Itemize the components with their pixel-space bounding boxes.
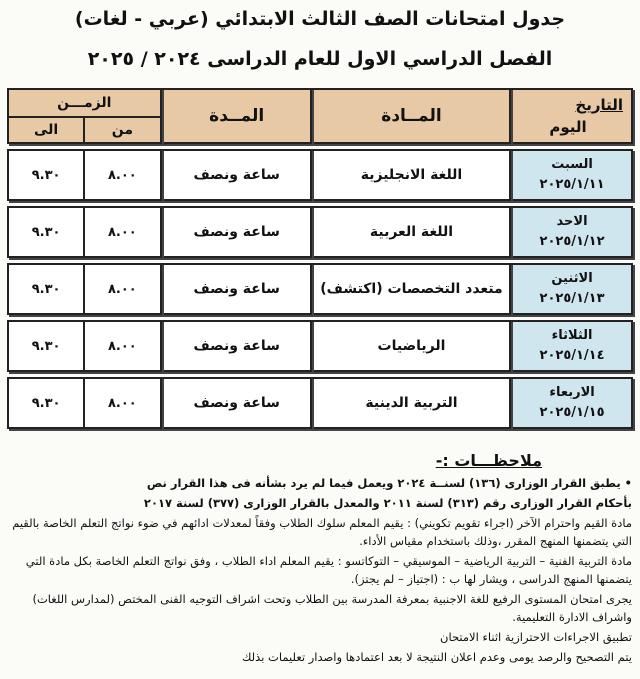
header-duration: المــدة bbox=[162, 88, 312, 144]
day-cell bbox=[511, 206, 633, 258]
day-cell bbox=[511, 320, 633, 372]
note-item: مادة القيم واحترام الآخر (اجراء تقويم تكويني) : يقيم المعلم سلوك الطلاب وفقاً لمعدلات ادائهم في ضوء نواتج التعلم الخاصة بالقيم التي يتضمنها المنهج المقرر ،وذلك باستخدام مقياس الأداء. bbox=[12, 516, 632, 548]
time-cell bbox=[7, 149, 162, 201]
duration-cell: ساعة ونصف bbox=[162, 263, 312, 315]
time-to: ٩.٣٠ bbox=[31, 281, 61, 297]
subject-cell: الرياضيات bbox=[312, 320, 511, 372]
table-row bbox=[7, 263, 633, 315]
time-cell bbox=[7, 320, 162, 372]
notes-section bbox=[8, 452, 632, 668]
exam-date: ٢٠٢٥/١/١٥ bbox=[539, 405, 605, 420]
table-row bbox=[7, 320, 633, 372]
day-name: الاثنين bbox=[551, 271, 593, 286]
time-from: ٨.٠٠ bbox=[83, 379, 159, 427]
time-from: ٨.٠٠ bbox=[83, 322, 159, 370]
header-subject: المــادة bbox=[312, 88, 511, 144]
table-header-row bbox=[7, 88, 633, 144]
header-date-day bbox=[511, 88, 633, 144]
day-name: الثلاثاء bbox=[551, 328, 593, 343]
subject-cell: التربية الدينية bbox=[312, 377, 511, 429]
time-to: ٩.٣٠ bbox=[31, 338, 61, 354]
time-cell bbox=[7, 206, 162, 258]
table-row bbox=[7, 377, 633, 429]
time-cell bbox=[7, 377, 162, 429]
note-item: يجرى امتحان المستوى الرفيع للغة الاجنبية بمعرفة المدرسة بين الطلاب وتحت اشراف التوجيه الفنى المختص (لمدارس اللغات) واشراف الادارة التعليمية. bbox=[32, 592, 632, 624]
day-name: السبت bbox=[551, 157, 593, 172]
time-from: ٨.٠٠ bbox=[83, 151, 159, 199]
subject-cell: اللغة الانجليزية bbox=[312, 149, 511, 201]
header-date: التاريخ bbox=[575, 96, 623, 114]
exam-date: ٢٠٢٥/١/١٣ bbox=[539, 291, 605, 306]
day-name: الاحد bbox=[556, 214, 588, 229]
exam-date: ٢٠٢٥/١/١٢ bbox=[539, 234, 605, 249]
note-item: • يطبق القرار الوزارى (١٣٦) لسنــة ٢٠٢٤ ويعمل فيما لم يرد بشأنه فى هذا القرار نص bbox=[146, 476, 632, 490]
subject-cell: اللغة العربية bbox=[312, 206, 511, 258]
subject-cell: متعدد التخصصات (اكتشف) bbox=[312, 263, 511, 315]
time-to: ٩.٣٠ bbox=[31, 224, 61, 240]
page-title: جدول امتحانات الصف الثالث الابتدائي (عربي - لغات) bbox=[74, 8, 566, 30]
duration-cell: ساعة ونصف bbox=[162, 320, 312, 372]
time-to: ٩.٣٠ bbox=[31, 395, 61, 411]
notes-heading: ملاحظـــات :- bbox=[435, 451, 542, 470]
exam-table bbox=[7, 83, 633, 434]
day-name: الاربعاء bbox=[549, 385, 595, 400]
note-item: بأحكام القرار الوزارى رقم (٣١٣) لسنة ٢٠١١ والمعدل بالقرار الوزارى (٣٧٧) لسنة ٢٠١٧ bbox=[143, 496, 632, 510]
day-cell bbox=[511, 377, 633, 429]
exam-date: ٢٠٢٥/١/١١ bbox=[539, 177, 605, 192]
note-item: تطبيق الاجراءات الاحترازية اثناء الامتحان bbox=[440, 630, 632, 644]
header-time bbox=[7, 88, 162, 144]
time-from: ٨.٠٠ bbox=[83, 208, 159, 256]
time-to: ٩.٣٠ bbox=[31, 167, 61, 183]
note-item: مادة التربية الفنية – التربية الرياضية – الموسيقي – التوكاتسو : يقيم المعلم اداء الطلاب ، وفق نواتج التعلم الخاصة بكل مادة التي يتضمنها المنهج الدراسى ، ويشار لها ب : (اجتياز – لم يجتز). bbox=[25, 554, 632, 586]
time-cell bbox=[7, 263, 162, 315]
duration-cell: ساعة ونصف bbox=[162, 377, 312, 429]
page-subtitle: الفصل الدراسي الاول للعام الدراسى ٢٠٢٤ / ٢٠٢٥ bbox=[87, 48, 553, 70]
duration-cell: ساعة ونصف bbox=[162, 206, 312, 258]
header-day: اليوم bbox=[549, 118, 587, 136]
day-cell bbox=[511, 149, 633, 201]
day-cell bbox=[511, 263, 633, 315]
header-from: من bbox=[83, 118, 159, 142]
table-row bbox=[7, 206, 633, 258]
exam-date: ٢٠٢٥/١/١٤ bbox=[539, 348, 605, 363]
duration-cell: ساعة ونصف bbox=[162, 149, 312, 201]
header-time-label: الزمـــن bbox=[9, 90, 160, 118]
time-from: ٨.٠٠ bbox=[83, 265, 159, 313]
note-item: يتم التصحيح والرصد يومى وعدم اعلان النتيجة لا بعد اعتمادها واصدار تعليمات بذلك bbox=[241, 650, 632, 664]
header-to: الى bbox=[34, 122, 59, 138]
table-row bbox=[7, 149, 633, 201]
